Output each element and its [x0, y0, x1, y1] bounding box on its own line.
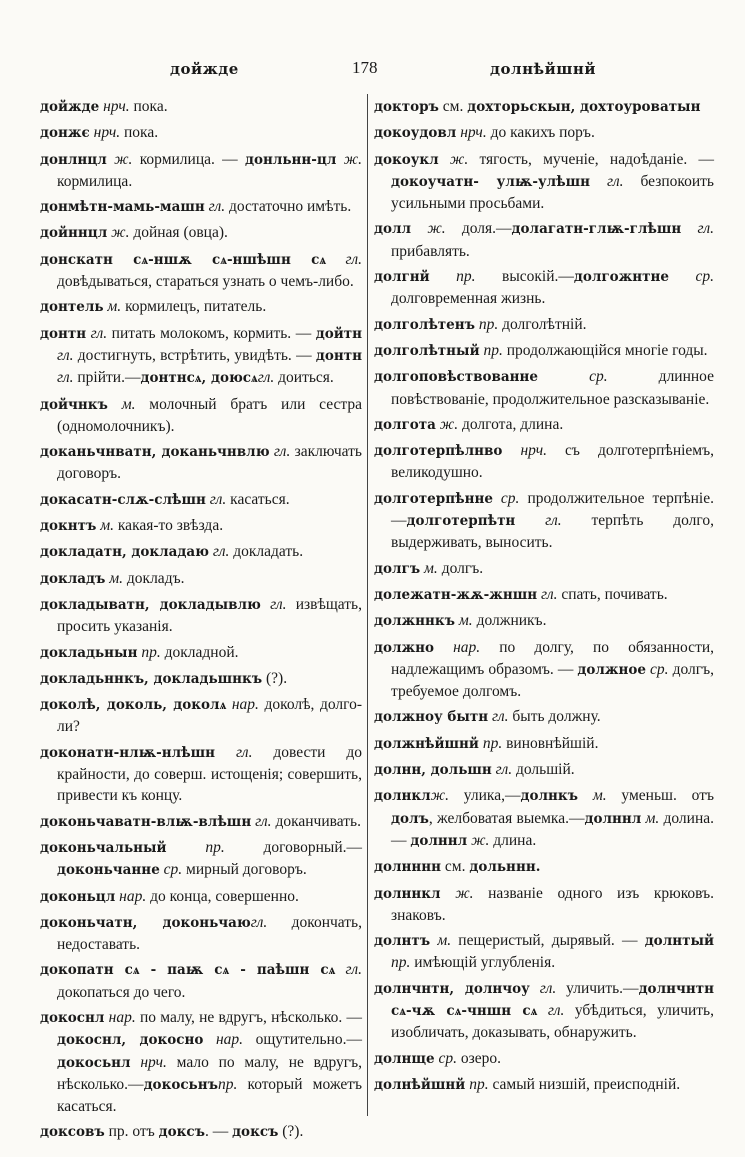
- grammar-abbreviation: пр.: [456, 268, 476, 286]
- definition-text: улика,—: [448, 787, 521, 805]
- grammar-abbreviation: ж.: [114, 150, 133, 168]
- grammar-abbreviation: ж.: [427, 220, 446, 238]
- headword: докладьнын: [40, 644, 138, 661]
- definition-text: кормилецъ, питатель.: [121, 298, 267, 316]
- grammar-abbreviation: гл.: [270, 595, 287, 613]
- headword: долл: [374, 221, 412, 238]
- grammar-abbreviation: нрч.: [103, 98, 130, 115]
- headword: долготерпѣнне: [374, 490, 493, 507]
- dictionary-entry: [374, 149, 714, 215]
- headword: долнкл: [374, 788, 431, 805]
- dictionary-entry: [374, 930, 714, 974]
- grammar-abbreviation: ж.: [343, 150, 363, 168]
- dictionary-entry: [374, 558, 714, 580]
- definition-text: должникъ.: [472, 612, 547, 630]
- definition-text: [502, 442, 520, 459]
- definition-text: по долгу, по обязанности, надлежащимъ образомъ. —: [391, 638, 715, 678]
- definition-text: какая-то звѣзда.: [114, 517, 224, 535]
- grammar-abbreviation: пр.: [217, 1075, 238, 1093]
- page-number: 178: [352, 58, 378, 77]
- definition-text: доколѣ, долго-ли?: [57, 696, 362, 736]
- dictionary-entry: [40, 959, 362, 1003]
- dictionary-entry: [374, 314, 714, 336]
- definition-text: см.: [438, 98, 468, 115]
- headword: докосьнл: [57, 1054, 131, 1071]
- grammar-abbreviation: гл.: [209, 490, 227, 508]
- definition-text: [538, 368, 589, 385]
- definition-text: [203, 1031, 216, 1048]
- definition-text: безпокоить усильными просьбами.: [391, 172, 714, 213]
- dictionary-entry: [374, 706, 714, 728]
- definition-text: убѣдиться, уличить, изобличать, доказывать, обнаружить.: [391, 1001, 714, 1042]
- grammar-abbreviation: гл.: [545, 512, 562, 530]
- definition-text: долгъ, требуемое долгомъ.: [391, 660, 714, 701]
- definition-text: [167, 839, 206, 856]
- definition-text: доканчивать.: [271, 812, 361, 830]
- dictionary-entry: [40, 594, 362, 638]
- page-header: [0, 52, 745, 86]
- definition-text: питать молокомъ, кормить. —: [107, 324, 316, 342]
- definition-text: пр. отъ: [104, 1123, 159, 1141]
- definition-text: [411, 220, 427, 237]
- headword: долгота: [374, 416, 436, 433]
- right-column: [374, 96, 714, 1096]
- grammar-abbreviation: ж.: [455, 884, 474, 902]
- definition-text: достигнуть, встрѣтить, увидѣть. —: [73, 346, 316, 364]
- headword: долннл: [410, 832, 468, 849]
- definition-text: долголѣтній.: [498, 315, 587, 333]
- headword: доконатн-нлѭ-нлѣшн: [40, 744, 216, 761]
- grammar-abbreviation: пр.: [482, 734, 503, 752]
- definition-text: долгъ.: [437, 559, 484, 577]
- definition-text: [215, 744, 236, 761]
- grammar-abbreviation: ж.: [449, 150, 469, 168]
- dictionary-entry: [40, 668, 362, 690]
- definition-text: (?).: [278, 1123, 304, 1141]
- grammar-abbreviation: м.: [109, 569, 124, 587]
- grammar-abbreviation: пр.: [469, 1075, 489, 1093]
- left-running-headword: дойжде: [170, 60, 239, 78]
- grammar-abbreviation: гл.: [697, 220, 715, 238]
- dictionary-entry: [374, 584, 714, 606]
- grammar-abbreviation: пр.: [478, 315, 499, 333]
- definition-text: [537, 1002, 547, 1019]
- headword: докосьнъ: [143, 1076, 218, 1093]
- definition-text: дойная (овца).: [129, 224, 228, 242]
- definition-text: который можетъ касаться.: [57, 1075, 362, 1116]
- headword: долнчнтн, долнчоу: [374, 980, 530, 997]
- grammar-abbreviation: ж.: [439, 415, 459, 433]
- headword: долнкъ: [520, 788, 578, 805]
- headword: должноу бытн: [374, 709, 489, 726]
- definition-text: достаточно имѣть.: [225, 198, 352, 216]
- headword: донжє: [40, 125, 90, 142]
- dictionary-entry: [374, 883, 714, 927]
- definition-text: терпѣть долго, выдерживать, выносить.: [391, 512, 714, 552]
- headword: донтель: [40, 299, 104, 316]
- dictionary-entry: [374, 340, 714, 362]
- headword: доконьчальный: [40, 839, 167, 856]
- definition-text: прійти.—: [73, 369, 141, 387]
- headword: долежатн-жѫ-жншн: [374, 586, 538, 603]
- definition-text: [335, 961, 345, 978]
- definition-text: [430, 268, 456, 285]
- headword: дойтн: [315, 325, 362, 342]
- grammar-abbreviation: нар.: [119, 887, 147, 905]
- grammar-abbreviation: м.: [100, 517, 115, 535]
- definition-text: [669, 268, 695, 285]
- headword: должно: [374, 639, 435, 656]
- headword: докладыватн, докладывлю: [40, 596, 261, 613]
- grammar-abbreviation: гл.: [606, 172, 624, 190]
- definition-text: см.: [441, 858, 470, 876]
- headword: долготерпѣтн: [406, 513, 516, 530]
- definition-text: продолжительное терпѣніе.—: [391, 489, 714, 530]
- headword: докоучатн- улѭ-улѣшн: [391, 173, 590, 190]
- headword: должннкъ: [374, 613, 456, 630]
- grammar-abbreviation: гл.: [345, 250, 363, 268]
- definition-text: спать, почивать.: [557, 585, 668, 603]
- dictionary-entry: [40, 886, 362, 908]
- definition-text: (?).: [262, 669, 288, 687]
- headword: донльнн-цл: [244, 151, 337, 168]
- headword: долголѣтенъ: [374, 316, 475, 333]
- grammar-abbreviation: гл.: [540, 585, 558, 603]
- dictionary-entry: [40, 568, 362, 590]
- headword: докоукл: [374, 151, 439, 168]
- definition-text: пещеристый, дырявый. —: [451, 932, 645, 950]
- definition-text: длина.: [489, 831, 537, 849]
- headword: доксъ: [158, 1124, 205, 1141]
- grammar-abbreviation: гл.: [273, 443, 291, 461]
- headword: дойннцл: [40, 225, 108, 242]
- dictionary-entry: [374, 856, 714, 878]
- definition-text: уменьш. отъ: [606, 787, 714, 805]
- headword: докнтъ: [40, 518, 97, 535]
- definition-text: молочный братъ или сестра (одномолочникъ).: [57, 395, 362, 435]
- dictionary-entry: [40, 642, 362, 664]
- dictionary-entry: [374, 488, 714, 554]
- grammar-abbreviation: м.: [107, 298, 122, 316]
- definition-text: [434, 639, 453, 656]
- definition-text: заключать договоръ.: [57, 443, 362, 483]
- grammar-abbreviation: м.: [437, 932, 452, 950]
- headword: долнчнтн сѧ-чѫ сѧ-чншн сѧ: [391, 980, 714, 1019]
- headword: доконьчаватн-влѭ-влѣшн: [40, 813, 252, 830]
- dictionary-entry: [40, 1121, 362, 1143]
- definition-text: имѣющій углубленія.: [410, 954, 556, 972]
- headword: донтнсѧ, доюсѧ: [140, 370, 258, 387]
- grammar-abbreviation: гл.: [208, 198, 226, 216]
- headword: дойчнкъ: [40, 396, 108, 413]
- left-column: [40, 96, 362, 1144]
- headword: дойжде: [40, 99, 100, 115]
- headword: докоснл: [40, 1009, 105, 1026]
- definition-text: доля.—: [445, 220, 512, 238]
- headword: должное: [577, 661, 646, 678]
- definition-text: быть должну.: [508, 708, 601, 726]
- headword: доконьчатн, доконьчаю: [40, 914, 251, 931]
- headword: должнѣйшнй: [374, 735, 479, 752]
- definition-text: мало по малу, не вдругъ, нѣсколько.—: [57, 1053, 363, 1093]
- headword: долгнй: [374, 269, 430, 286]
- headword: докладатн, докладаю: [40, 544, 210, 561]
- grammar-abbreviation: гл.: [212, 543, 230, 561]
- headword: доксъ: [232, 1124, 279, 1141]
- headword: долннкл: [374, 885, 441, 902]
- headword: долнннн: [374, 859, 442, 876]
- headword: долнѣйшнй: [374, 1076, 466, 1093]
- grammar-abbreviation: нрч.: [140, 1053, 167, 1071]
- dictionary-entry: [374, 266, 714, 310]
- headword: долгоповѣствованне: [374, 369, 539, 386]
- definition-text: докладать.: [229, 543, 304, 561]
- grammar-abbreviation: нрч.: [460, 124, 487, 142]
- definition-text: [131, 1054, 141, 1071]
- headword: доколѣ, доколь, доколѧ: [40, 697, 227, 714]
- definition-text: долина. —: [391, 809, 715, 849]
- headword: долголѣтный: [374, 342, 480, 359]
- definition-text: по малу, не вдругъ, нѣсколько. —: [135, 1008, 362, 1026]
- headword: докторъ: [374, 99, 439, 115]
- definition-text: докладной.: [160, 643, 239, 661]
- dictionary-entry: [40, 912, 362, 956]
- definition-text: съ долготерпѣніемъ, великодушно.: [391, 442, 715, 482]
- column-divider: [367, 94, 368, 1116]
- headword: донскатн сѧ-ншѫ сѧ-ншѣшн сѧ: [40, 251, 327, 268]
- grammar-abbreviation: гл.: [57, 346, 74, 364]
- grammar-abbreviation: гл.: [257, 369, 275, 387]
- definition-text: ощутительно.—: [243, 1031, 363, 1049]
- definition-text: [326, 251, 345, 268]
- dictionary-entry: [374, 1074, 714, 1096]
- dictionary-entry: [374, 414, 714, 436]
- headword: доканьчнватн, доканьчнвлю: [40, 444, 270, 461]
- dictionary-entry: [374, 978, 714, 1044]
- dictionary-entry: [374, 218, 714, 262]
- definition-text: тягость, мученіе, надоѣданіе. —: [468, 150, 715, 168]
- definition-text: [530, 980, 540, 997]
- right-running-headword: долнѣйшнй: [490, 60, 596, 78]
- headword: донтн: [40, 325, 87, 342]
- dictionary-entry: [40, 541, 362, 563]
- grammar-abbreviation: ср.: [438, 1049, 457, 1067]
- dictionary-entry: [40, 296, 362, 318]
- definition-text: довести до крайности, до соверш. истощенія; совершить, привести къ концу.: [57, 743, 363, 805]
- dictionary-entry: [40, 196, 362, 218]
- definition-text: мирный договоръ.: [182, 861, 307, 879]
- grammar-abbreviation: пр.: [205, 838, 225, 856]
- definition-text: до какихъ поръ.: [486, 124, 595, 142]
- dictionary-entry: [40, 694, 362, 738]
- headword: дохторьскын, дохтоуроватын: [467, 99, 701, 115]
- grammar-abbreviation: м.: [121, 395, 136, 413]
- grammar-abbreviation: гл.: [547, 1001, 565, 1019]
- headword: долнтый: [644, 933, 715, 950]
- grammar-abbreviation: м.: [458, 612, 473, 630]
- definition-text: [336, 151, 343, 168]
- headword: докопатн сѧ - пaѭ сѧ - пaѣшн сѧ: [40, 962, 336, 979]
- headword: долъ: [391, 810, 429, 827]
- definition-text: долговременная жизнь.: [391, 290, 546, 308]
- dictionary-entry: [40, 1007, 362, 1117]
- dictionary-entry: [374, 610, 714, 632]
- dictionary-entry: [40, 122, 362, 144]
- dictionary-entry: [40, 811, 362, 833]
- dictionary-entry: [40, 222, 362, 244]
- headword: донлнцл: [40, 151, 107, 168]
- grammar-abbreviation: пр.: [483, 341, 503, 359]
- headword: докоудовл: [374, 125, 457, 142]
- dictionary-entry: [374, 759, 714, 781]
- dictionary-entry: [40, 394, 362, 438]
- grammar-abbreviation: гл.: [539, 979, 557, 997]
- dictionary-entry: [374, 96, 714, 118]
- headword: донмѣтн-мамь-машн: [40, 199, 205, 216]
- definition-text: названіе одного изъ крюковъ. знаковъ.: [391, 884, 715, 924]
- grammar-abbreviation: ж.: [430, 787, 449, 805]
- grammar-abbreviation: м.: [592, 787, 607, 805]
- grammar-abbreviation: ср.: [695, 268, 715, 286]
- definition-text: [681, 220, 697, 237]
- definition-text: [107, 151, 114, 168]
- dictionary-entry: [40, 515, 362, 537]
- definition-text: продолжающійся многіе годы.: [502, 341, 708, 359]
- definition-text: длинное повѣствованіе, продолжительное разсказываніе.: [391, 368, 715, 408]
- grammar-abbreviation: нар.: [231, 696, 259, 714]
- definition-text: дольшій.: [512, 761, 575, 779]
- definition-text: извѣщать, просить указанія.: [57, 595, 362, 636]
- definition-text: до конца, совершенно.: [146, 887, 299, 905]
- headword: докасатн-слѫ-слѣшн: [40, 491, 206, 508]
- definition-text: [590, 173, 607, 190]
- headword: долнтъ: [374, 933, 431, 950]
- definition-text: самый низшій, преисподній.: [488, 1075, 681, 1093]
- definition-text: [441, 885, 456, 902]
- definition-text: прибавлять.: [391, 242, 470, 260]
- headword: долнн, дольшн: [374, 762, 492, 779]
- headword: долгъ: [374, 560, 421, 577]
- grammar-abbreviation: ср.: [163, 861, 183, 879]
- definition-text: касаться.: [226, 490, 290, 508]
- grammar-abbreviation: гл.: [255, 812, 272, 830]
- definition-text: кормилица.: [57, 172, 133, 190]
- definition-text: . —: [204, 1123, 233, 1141]
- dictionary-entry: [40, 837, 362, 882]
- headword: доконьцл: [40, 888, 116, 905]
- grammar-abbreviation: гл.: [495, 761, 513, 779]
- dictionary-entry: [374, 733, 714, 755]
- definition-text: озеро.: [457, 1049, 502, 1067]
- headword: долготерпѣлнво: [374, 443, 503, 460]
- grammar-abbreviation: гл.: [57, 369, 74, 387]
- dictionary-entry: [374, 366, 714, 410]
- headword: докладьннкъ, докладьшнкъ: [40, 670, 263, 687]
- grammar-abbreviation: пр.: [141, 643, 161, 661]
- grammar-abbreviation: нар.: [453, 638, 481, 656]
- headword: докоснл, докосно: [57, 1032, 204, 1049]
- definition-text: докопаться до чего.: [57, 983, 186, 1001]
- grammar-abbreviation: ср.: [500, 489, 520, 507]
- dictionary-entry: [40, 441, 362, 485]
- definition-text: пока.: [129, 98, 168, 115]
- definition-text: [493, 490, 501, 507]
- definition-text: виновнѣйшій.: [502, 734, 599, 752]
- headword: доконьчанне: [57, 862, 160, 879]
- headword: долннл: [584, 810, 642, 827]
- dictionary-entry: [40, 249, 362, 293]
- definition-text: [439, 151, 450, 168]
- headword: донтн: [315, 347, 362, 364]
- grammar-abbreviation: м.: [424, 559, 438, 577]
- grammar-abbreviation: нрч.: [93, 124, 121, 142]
- definition-text: кормилица. —: [132, 150, 245, 168]
- definition-text: довѣдываться, стараться узнать о чемъ-либо.: [57, 273, 354, 291]
- dictionary-entry: [374, 1048, 714, 1070]
- grammar-abbreviation: ср.: [589, 368, 608, 386]
- definition-text: договорный.—: [224, 838, 362, 856]
- definition-text: доиться.: [274, 369, 334, 387]
- definition-text: [108, 396, 122, 413]
- dictionary-entry: [374, 440, 714, 484]
- grammar-abbreviation: ж.: [111, 224, 130, 242]
- grammar-abbreviation: нар.: [108, 1008, 136, 1026]
- headword: дольннн.: [469, 859, 541, 876]
- dictionary-entry: [374, 637, 714, 703]
- grammar-abbreviation: ср.: [650, 660, 669, 678]
- headword: докладъ: [40, 570, 106, 587]
- definition-text: [578, 787, 593, 804]
- definition-text: , желбоватая выемка.—: [428, 809, 585, 827]
- definition-text: высокій.—: [475, 268, 574, 286]
- headword: доксовъ: [40, 1124, 105, 1141]
- definition-text: докончать, недоставать.: [57, 913, 362, 954]
- grammar-abbreviation: пр.: [391, 954, 411, 972]
- definition-text: докладъ.: [123, 569, 185, 587]
- definition-text: [515, 512, 545, 529]
- dictionary-entry: [374, 122, 714, 144]
- grammar-abbreviation: нрч.: [520, 442, 547, 460]
- definition-text: долгота, длина.: [458, 415, 564, 433]
- dictionary-entry: [40, 742, 362, 807]
- grammar-abbreviation: нар.: [215, 1031, 244, 1049]
- dictionary-entry: [40, 489, 362, 511]
- grammar-abbreviation: гл.: [250, 913, 268, 931]
- headword: долагатн-глѭ-глѣшн: [511, 221, 682, 238]
- dictionary-entry: [40, 323, 362, 390]
- definition-text: уличить.—: [556, 979, 639, 997]
- definition-text: пока.: [120, 124, 159, 142]
- grammar-abbreviation: гл.: [235, 743, 253, 761]
- dictionary-entry: [374, 785, 714, 852]
- dictionary-entry: [40, 96, 362, 118]
- dictionary-entry: [40, 149, 362, 193]
- headword: долнще: [374, 1050, 435, 1067]
- grammar-abbreviation: м.: [645, 809, 660, 827]
- grammar-abbreviation: гл.: [345, 961, 362, 979]
- grammar-abbreviation: гл.: [90, 324, 108, 342]
- headword: долгожнтне: [573, 269, 670, 286]
- definition-text: [261, 596, 270, 613]
- grammar-abbreviation: гл.: [492, 708, 509, 726]
- grammar-abbreviation: ж.: [471, 831, 490, 849]
